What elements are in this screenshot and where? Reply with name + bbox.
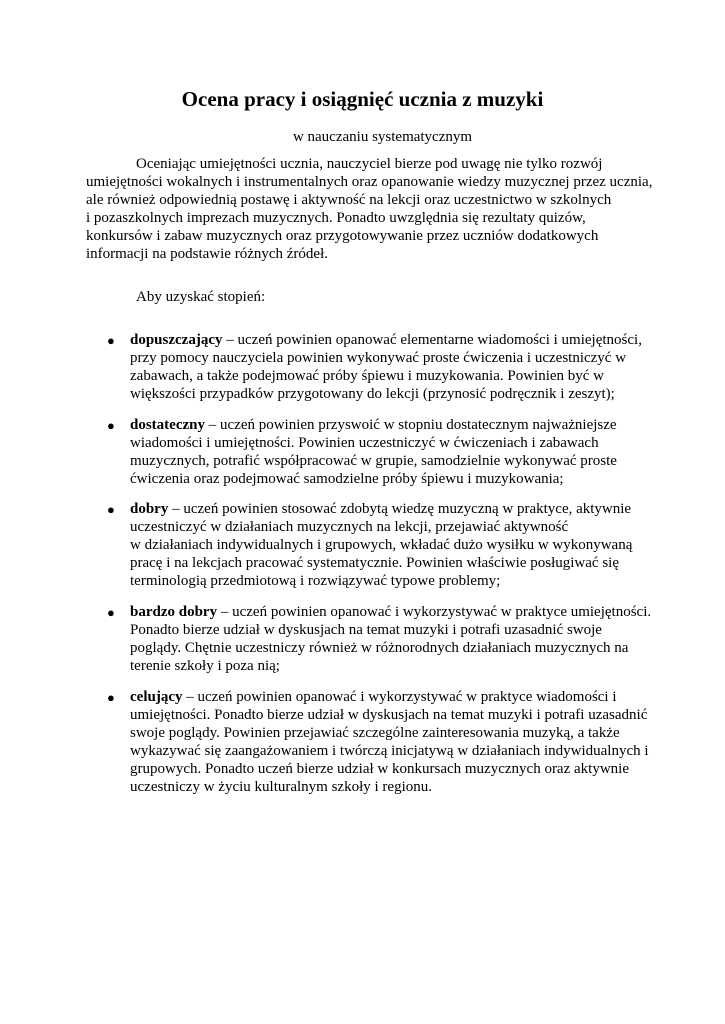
grade-item-first-line — [130, 416, 617, 434]
grade-name: dostateczny — [130, 417, 205, 433]
grade-item-line: swoje poglądy. Powinien przejawiać szczególne zainteresowania muzyką, a także — [130, 725, 620, 741]
grade-description: – uczeń powinien opanować i wykorzystywać w praktyce wiadomości i — [182, 689, 617, 705]
grade-name: celujący — [130, 689, 183, 705]
grade-item-line: wykazywać się zaangażowaniem i twórczą inicjatywą w działaniach indywidualnych i — [130, 743, 649, 759]
grade-item-line: muzycznych, potrafić współpracować w grupie, samodzielnie wykonywać proste — [130, 453, 617, 469]
document-subtitle: w nauczaniu systematycznym — [292, 129, 473, 145]
bullet-icon: ● — [107, 605, 115, 620]
grade-item-line: większości przypadków przygotowany do lekcji (przynosić podręcznik i zeszyt); — [130, 386, 615, 402]
grade-name: bardzo dobry — [130, 604, 218, 620]
grade-item-line: poglądy. Chętnie uczestniczy również w różnorodnych działaniach muzycznych na — [130, 640, 629, 656]
grade-description: – uczeń powinien opanować elementarne wiadomości i umiejętności, — [222, 332, 642, 348]
grade-description: – uczeń powinien opanować i wykorzystywać w praktyce umiejętności. — [217, 604, 652, 620]
grade-item-line: grupowych. Ponadto uczeń bierze udział w konkursach muzycznych oraz aktywnie — [130, 761, 629, 777]
grade-item-line: umiejętności. Ponadto bierze udział w dyskusjach na temat muzyki i potrafi uzasadnić — [130, 707, 648, 723]
intro-line: Oceniając umiejętności ucznia, nauczyciel bierze pod uwagę nie tylko rozwój — [136, 156, 603, 172]
grade-item-line: Ponadto bierze udział w dyskusjach na temat muzyki i potrafi uzasadnić swoje — [130, 622, 602, 638]
grade-name: dobry — [130, 501, 169, 517]
grade-item-line: uczestniczy w życiu kulturalnym szkoły i regionu. — [130, 779, 432, 795]
grade-item-first-line — [130, 331, 642, 349]
bullet-icon: ● — [107, 690, 115, 705]
grade-item-line: terenie szkoły i poza nią; — [130, 658, 280, 674]
grade-item-first-line — [130, 500, 631, 518]
grade-item-line: zabawach, a także podejmować próby śpiewu i muzykowania. Powinien być w — [130, 368, 605, 384]
grade-intro: Aby uzyskać stopień: — [136, 289, 266, 305]
grade-item-line: w działaniach indywidualnych i grupowych, wkładać dużo wysiłku w wykonywaną — [130, 537, 633, 553]
intro-line: ale również odpowiednią postawę i aktywność na lekcji oraz uczestnictwo w szkolnych — [86, 192, 612, 208]
document-title: Ocena pracy i osiągnięć ucznia z muzyki — [181, 87, 544, 111]
bullet-icon: ● — [107, 418, 115, 433]
intro-line: umiejętności wokalnych i instrumentalnych oraz opanowanie wiedzy muzycznej przez ucznia, — [86, 174, 653, 190]
grade-item-line: terminologią przedmiotową i rozwiązywać typowe problemy; — [130, 573, 501, 589]
intro-line: informacji na podstawie różnych źródeł. — [86, 246, 328, 262]
intro-line: konkursów i zabaw muzycznych oraz przygotowywanie przez uczniów dodatkowych — [86, 228, 599, 244]
grade-description: – uczeń powinien stosować zdobytą wiedzę muzyczną w praktyce, aktywnie — [168, 501, 632, 517]
grade-item-line: uczestniczyć w działaniach muzycznych na lekcji, przejawiać aktywność — [130, 519, 569, 535]
grade-name: dopuszczający — [130, 332, 223, 348]
bullet-icon: ● — [107, 502, 115, 517]
grade-item-first-line — [130, 688, 617, 706]
grade-item-first-line — [130, 603, 651, 621]
grade-item-line: ćwiczenia oraz podejmować samodzielne próby śpiewu i muzykowania; — [130, 471, 564, 487]
intro-line: i pozaszkolnych imprezach muzycznych. Ponadto uwzględnia się rezultaty quizów, — [86, 210, 586, 226]
bullet-icon: ● — [107, 333, 115, 348]
grade-item-line: pracę i na lekcjach pracować systematycznie. Powinien właściwie posługiwać się — [130, 555, 619, 571]
grade-description: – uczeń powinien przyswoić w stopniu dostatecznym najważniejsze — [205, 417, 617, 433]
grade-item-line: wiadomości i umiejętności. Powinien uczestniczyć w ćwiczeniach i zabawach — [130, 435, 599, 451]
grade-item-line: przy pomocy nauczyciela powinien wykonywać proste ćwiczenia i uczestniczyć w — [130, 350, 627, 366]
